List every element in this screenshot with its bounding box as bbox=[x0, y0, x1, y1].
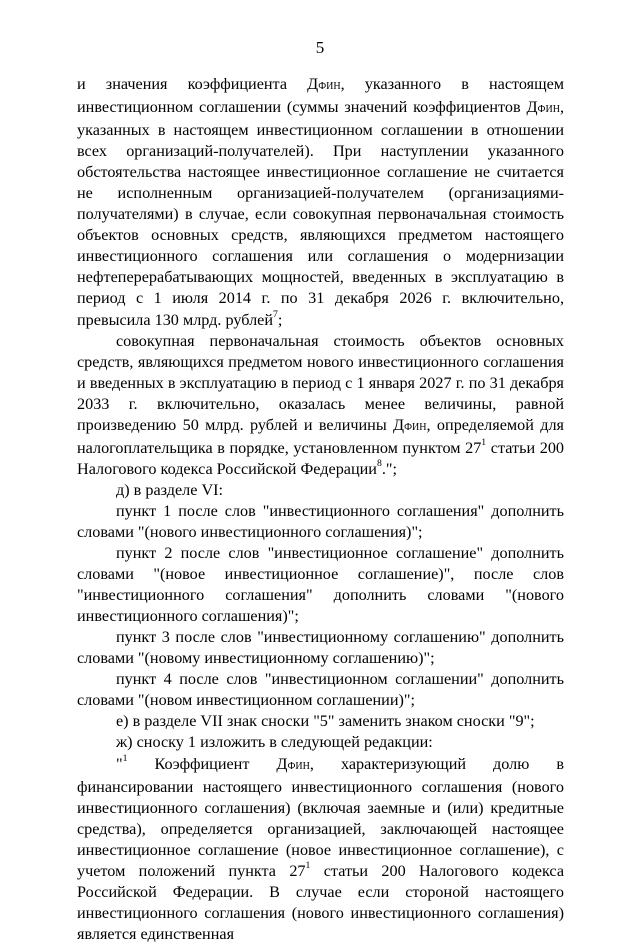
paragraph: пункт 3 после слов "инвестиционному соглашению" дополнить словами "(новому инвестиционному соглашению)"; bbox=[77, 628, 564, 668]
paragraph: совокупная первоначальная стоимость объектов основных средств, являющихся предметом нового инвестиционного соглашения и введенных в эксплуатацию в период с 1 января 2027 г. по 31 декабря 2033 г. включительно, оказалась менее величины, равной произведению 50 млрд. рублей и величины ДФИН, определяемой для налогоплательщика в порядке, установленном пунктом $27^1$ статьи 200 Налогового кодекса Российской Федерации$^8$."; bbox=[77, 331, 565, 478]
paragraph: пункт 1 после слов "инвестиционного соглашения" дополнить словами "(нового инвестиционного соглашения)"; bbox=[77, 501, 564, 541]
paragraph: пункт 4 после слов "инвестиционном соглашении" дополнить словами "(новом инвестиционном соглашении)"; bbox=[77, 670, 564, 710]
document-body bbox=[77, 74, 564, 945]
page-number: 5 bbox=[315, 38, 325, 57]
paragraph: и значения коэффициента ДФИН, указанного в настоящем инвестиционном соглашении (суммы значений коэффициентов ДФИН, указанных в настоящем инвестиционном соглашении в отношении всех организаций-получателей). При наступлении указанного обстоятельства настоящее инвестиционное соглашение не считается не исполненным организацией-получателем (организациями-получателями) в случае, если совокупная первоначальная стоимость объектов основных средств, являющихся предметом настоящего инвестиционного соглашения или соглашения о модернизации нефтеперерабатывающих мощностей, введенных в эксплуатацию в период с 1 июля 2014 г. по 31 декабря 2026 г. включительно, превысила 130 млрд. рублей$^7$; bbox=[77, 75, 564, 329]
paragraph: д) в разделе VI: bbox=[116, 480, 224, 499]
paragraph: е) в разделе VII знак сноски "5" заменить знаком сноски "9"; bbox=[116, 712, 535, 731]
paragraph: пункт 2 после слов "инвестиционное соглашение" дополнить словами "(новое инвестиционное соглашение)", после слов "инвестиционного соглашения" дополнить словами "(нового инвестиционного соглашения)"; bbox=[77, 544, 564, 626]
paragraph: "$^1$ Коэффициент ДФИН, характеризующий долю в финансировании настоящего инвестиционного соглашения (нового инвестиционного соглашения) (включая заемные и (или) кредитные средства), определяется организацией, заключающей настоящее инвестиционное соглашение (новое инвестиционное соглашение), с учетом положений пункта $27^1$ статьи 200 Налогового кодекса Российской Федерации. В случае если стороной настоящего инвестиционного соглашения (нового инвестиционного соглашения) является единственная bbox=[77, 752, 564, 943]
paragraph: ж) сноску 1 изложить в следующей редакции: bbox=[116, 733, 433, 752]
